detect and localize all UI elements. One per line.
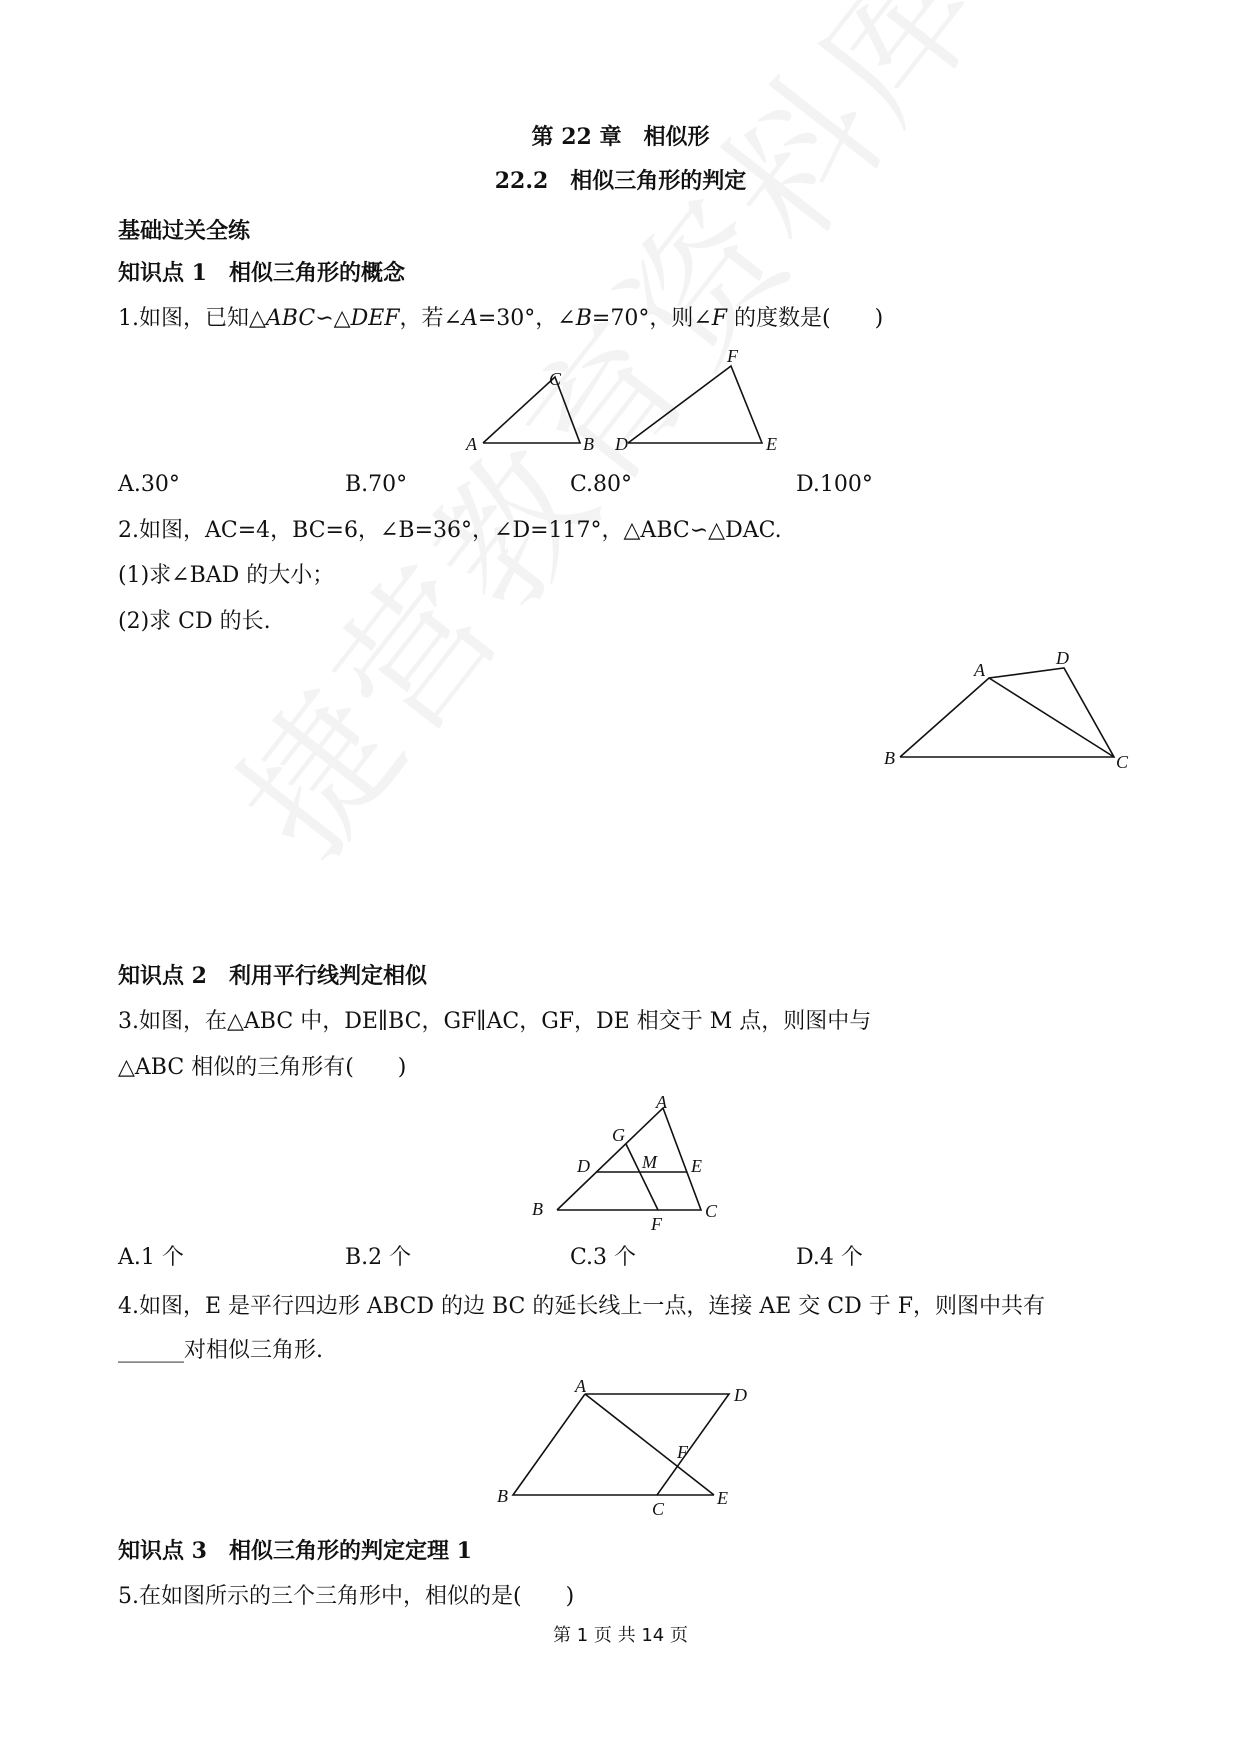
label-a: A (575, 1376, 586, 1396)
q1-abc: ABC (265, 306, 316, 331)
label-g: G (612, 1125, 625, 1145)
label-f: F (727, 346, 738, 366)
knowledge-point-1: 知识点 1 相似三角形的概念 (118, 260, 405, 286)
q3-option-b[interactable]: B.2 个 (345, 1245, 412, 1270)
q1-text-mid1: ，若∠ (399, 306, 462, 331)
question-3-line-2: △ABC 相似的三角形有( ) (118, 1055, 407, 1080)
section-title: 22.2 相似三角形的判定 (494, 168, 747, 194)
q1-option-b[interactable]: B.70° (345, 472, 408, 497)
q1-text-pre: 1.如图，已知△ (118, 306, 266, 331)
knowledge-point-2: 知识点 2 利用平行线判定相似 (118, 963, 427, 989)
chapter-title: 第 22 章 相似形 (531, 124, 710, 150)
q1-sim: ∽ (315, 306, 334, 331)
q1-angle-f: F (711, 306, 728, 331)
question-2: 2.如图，AC=4，BC=6，∠B=36°，∠D=117°，△ABC∽△DAC. (118, 518, 782, 543)
q1-option-d[interactable]: D.100° (796, 472, 873, 497)
label-c: C (652, 1499, 665, 1519)
label-d: D (734, 1385, 747, 1405)
q1-text-end: 的度数是( ) (727, 306, 884, 331)
label-c: C (705, 1201, 718, 1221)
q1-def: △DEF (333, 306, 400, 331)
label-m: M (642, 1152, 657, 1172)
q3-option-c[interactable]: C.3 个 (570, 1245, 637, 1270)
label-c: C (1116, 752, 1129, 772)
label-d: D (1056, 648, 1069, 668)
label-e: E (766, 434, 777, 454)
question-4-line-1: 4.如图，E 是平行四边形 ABCD 的边 BC 的延长线上一点，连接 AE 交 CD 于 F，则图中共有 (118, 1294, 1046, 1319)
label-c: C (549, 369, 562, 389)
question-2-part-1: (1)求∠BAD 的大小； (118, 563, 335, 588)
q3-option-d[interactable]: D.4 个 (796, 1245, 863, 1270)
knowledge-point-3: 知识点 3 相似三角形的判定定理 1 (118, 1538, 472, 1564)
label-b: B (497, 1486, 508, 1506)
q1-option-c[interactable]: C.80° (570, 472, 633, 497)
question-4-line-2: ______对相似三角形. (118, 1338, 323, 1363)
parallelogram-abcd (513, 1394, 729, 1495)
label-b: B (532, 1199, 543, 1219)
label-d: D (577, 1156, 590, 1176)
label-f: F (651, 1214, 662, 1234)
label-f: F (677, 1442, 688, 1462)
label-a: A (974, 660, 985, 680)
q1-text-mid3: =70°，则∠ (591, 306, 712, 331)
q1-angle-b: B (575, 306, 592, 331)
q1-angle-a: A (461, 306, 478, 331)
label-a: A (656, 1092, 667, 1112)
label-e: E (717, 1488, 728, 1508)
label-b: B (583, 434, 594, 454)
question-3-line-1: 3.如图，在△ABC 中，DE∥BC，GF∥AC，GF，DE 相交于 M 点，则图中与 (118, 1009, 872, 1034)
label-a: A (466, 434, 477, 454)
segment-ae (585, 1394, 714, 1495)
page-footer: 第 1 页 共 14 页 (553, 1625, 688, 1646)
q1-text-mid2: =30°，∠ (477, 306, 576, 331)
exercise-title: 基础过关全练 (118, 218, 251, 244)
question-5: 5.在如图所示的三个三角形中，相似的是( ) (118, 1584, 575, 1609)
q3-option-a[interactable]: A.1 个 (118, 1245, 184, 1270)
q1-option-a[interactable]: A.30° (118, 472, 180, 497)
label-d: D (615, 434, 628, 454)
label-b: B (884, 748, 895, 768)
label-e: E (691, 1156, 702, 1176)
question-2-part-2: (2)求 CD 的长. (118, 609, 271, 634)
